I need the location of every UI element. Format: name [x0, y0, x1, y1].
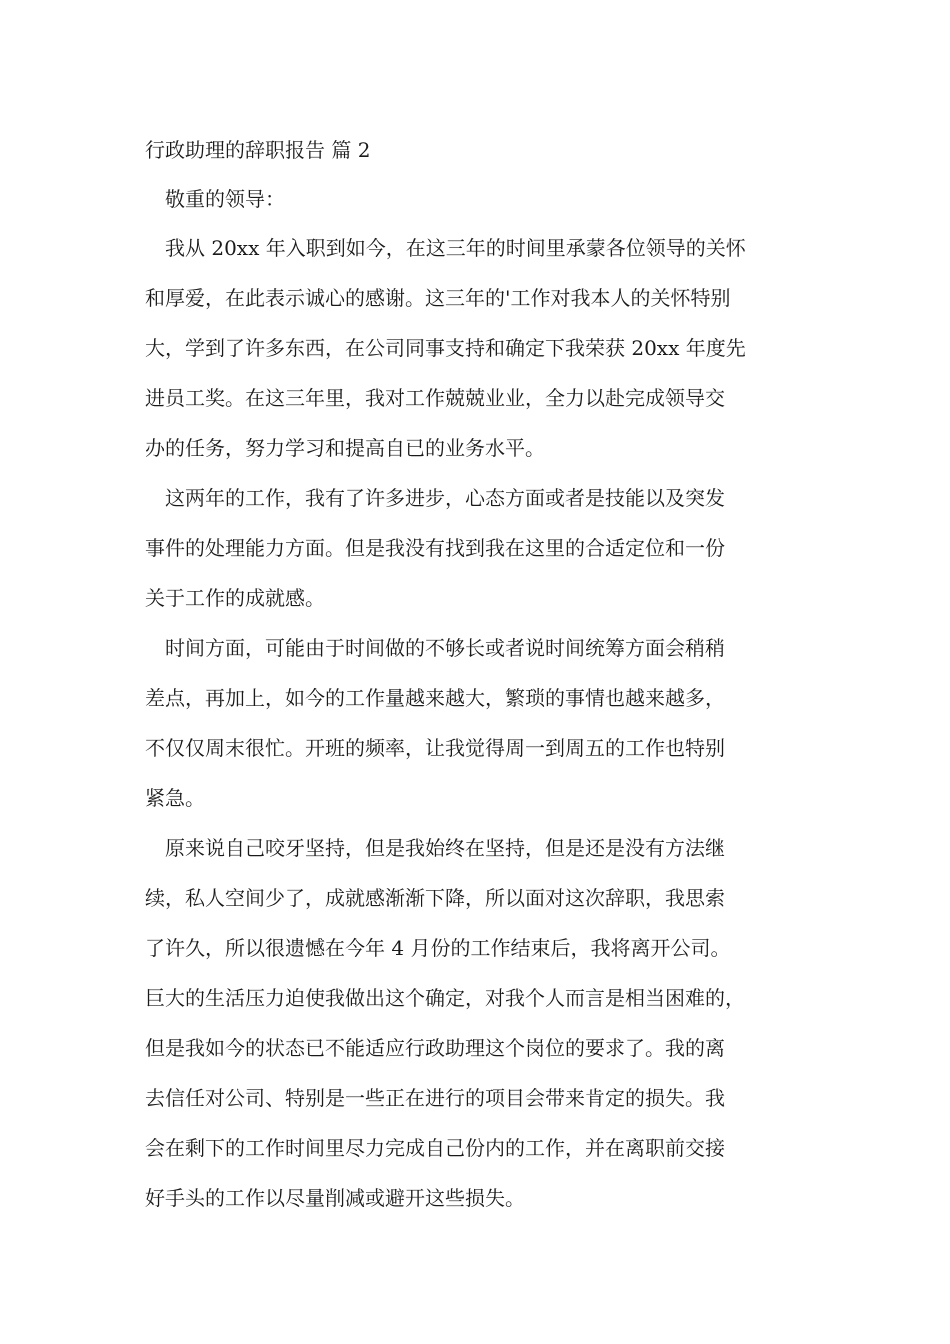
text-line: 原来说自己咬牙坚持，但是我始终在坚持，但是还是没有方法继: [165, 836, 725, 860]
text-line: 我从 20xx 年入职到如今，在这三年的时间里承蒙各位领导的关怀: [165, 236, 746, 260]
paragraph-2: [145, 479, 825, 629]
paragraph-4: [145, 829, 825, 1229]
text-line: 但是我如今的状态已不能适应行政助理这个岗位的要求了。我的离: [145, 1036, 725, 1060]
text-line: 续，私人空间少了，成就感渐渐下降，所以面对这次辞职，我思索: [145, 886, 725, 910]
paragraph-1: [145, 229, 825, 479]
text-line: 时间方面，可能由于时间做的不够长或者说时间统筹方面会稍稍: [165, 636, 725, 660]
text-line: 不仅仅周末很忙。开班的频率，让我觉得周一到周五的工作也特别: [145, 736, 725, 760]
text-line: 去信任对公司、特别是一些正在进行的项目会带来肯定的损失。我: [145, 1086, 725, 1110]
text-line: 这两年的工作，我有了许多进步，心态方面或者是技能以及突发: [165, 486, 725, 510]
paragraph-3: [145, 629, 825, 829]
text-line: 紧急。: [145, 786, 205, 810]
salutation: 敬重的领导：: [165, 187, 285, 211]
document-title: 行政助理的辞职报告 篇 2: [145, 138, 371, 162]
text-line: 了许久，所以很遗憾在今年 4 月份的工作结束后，我将离开公司。: [145, 936, 731, 960]
text-line: 事件的处理能力方面。但是我没有找到我在这里的合适定位和一份: [145, 536, 725, 560]
text-line: 会在剩下的工作时间里尽力完成自己份内的工作，并在离职前交接: [145, 1136, 725, 1160]
text-line: 和厚爱，在此表示诚心的感谢。这三年的'工作对我本人的关怀特别: [145, 286, 731, 310]
text-line: 大，学到了许多东西，在公司同事支持和确定下我荣获 20xx 年度先: [145, 336, 746, 360]
text-line: 办的任务，努力学习和提高自已的业务水平。: [145, 436, 545, 460]
document-body: [145, 131, 825, 1229]
text-line: 好手头的工作以尽量削减或避开这些损失。: [145, 1186, 525, 1210]
text-line: 差点，再加上，如今的工作量越来越大，繁琐的事情也越来越多，: [145, 686, 725, 710]
text-line: 关于工作的成就感。: [145, 586, 325, 610]
text-line: 巨大的生活压力迫使我做出这个确定，对我个人而言是相当困难的，: [145, 986, 745, 1010]
text-line: 进员工奖。在这三年里，我对工作兢兢业业，全力以赴完成领导交: [145, 386, 725, 410]
